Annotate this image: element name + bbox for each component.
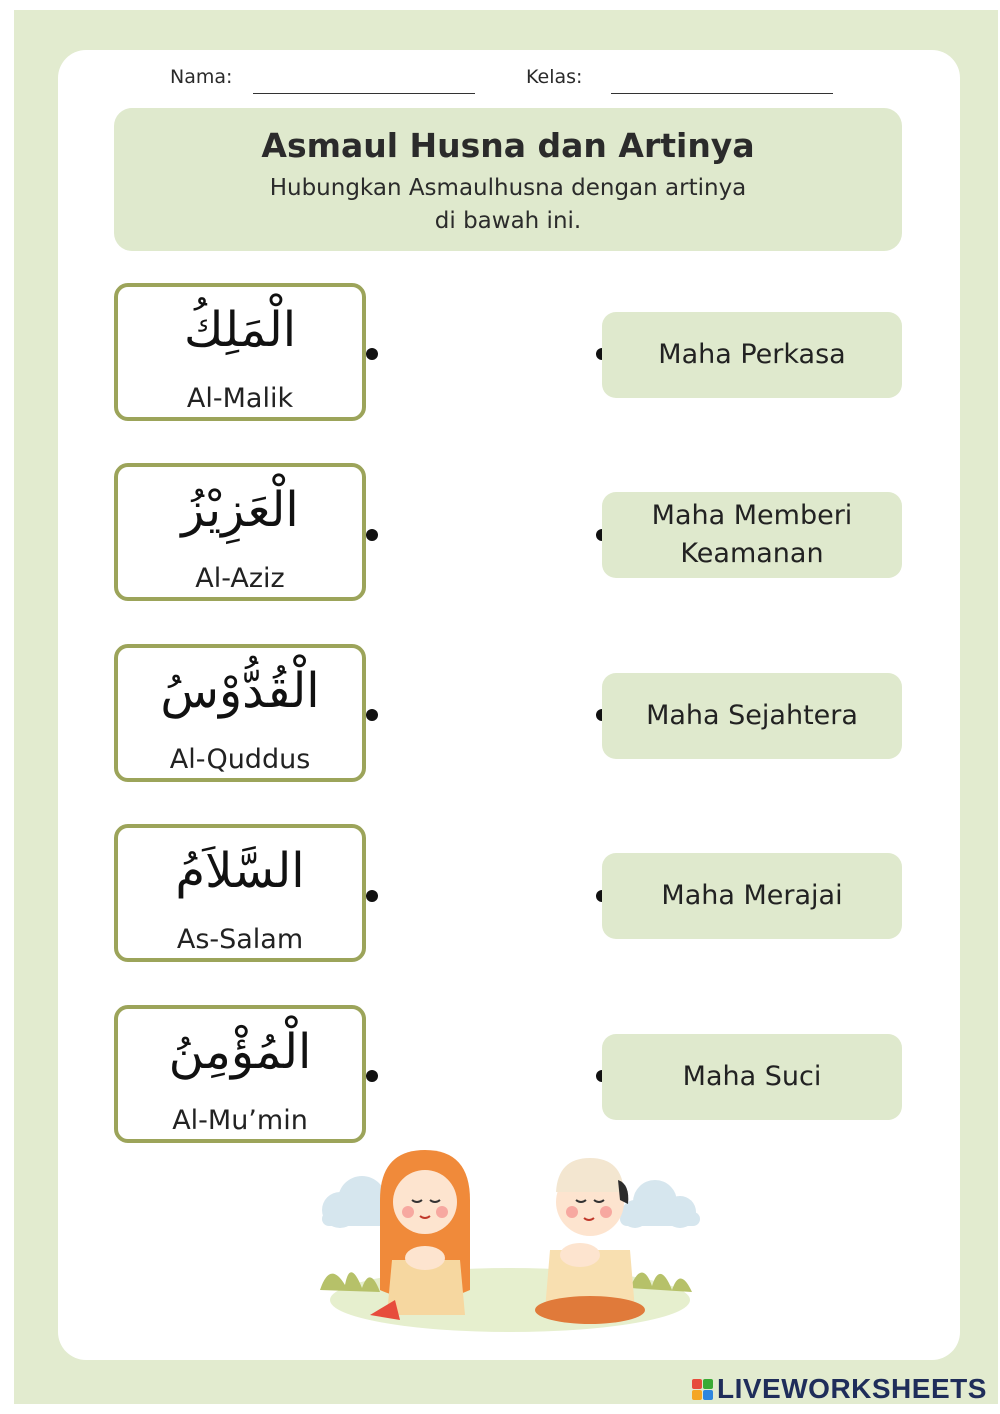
name-card-al-quddus [114,644,366,782]
header-box [114,108,902,251]
left-connector-dot[interactable] [366,890,378,902]
page-title: Asmaul Husna dan Artinya [261,126,755,165]
name-card-al-mumin [114,1005,366,1143]
liveworksheets-logo [692,1374,987,1404]
left-connector-dot[interactable] [366,1070,378,1082]
left-connector-dot[interactable] [366,348,378,360]
liveworksheets-icon [692,1379,713,1400]
logo-square [703,1390,713,1400]
meaning-box: Maha Merajai [602,853,902,939]
latin-name: Al-Quddus [169,744,311,775]
left-connector-dot[interactable] [366,709,378,721]
meaning-box: Maha Perkasa [602,312,902,398]
arabic-text: الْقُدُّوْسُ [160,663,320,719]
instructions: Hubungkan Asmaulhusna dengan artinya di bawah ini. [269,175,747,234]
name-label: Nama: [170,66,233,88]
class-field[interactable] [611,93,833,94]
name-card-al-malik [114,283,366,421]
logo-square [692,1379,702,1389]
name-field[interactable] [253,93,475,94]
arabic-text: الْمَلِكُ [183,302,297,358]
name-card-al-aziz [114,463,366,601]
meaning-box: Maha Memberi Keamanan [602,492,902,578]
class-label: Kelas: [526,66,583,88]
latin-name: Al-Mu’min [172,1105,308,1136]
latin-name: As-Salam [176,924,304,955]
arabic-text: الْعَزِيْزُ [181,482,299,538]
name-card-as-salam [114,824,366,962]
praying-children-illustration [300,1140,720,1340]
logo-square [703,1379,713,1389]
arabic-text: السَّلاَمُ [175,843,305,899]
brand-name: LIVEWORKSHEETS [717,1373,987,1404]
left-connector-dot[interactable] [366,529,378,541]
latin-name: Al-Aziz [195,563,285,594]
latin-name: Al-Malik [186,383,294,414]
meaning-box: Maha Sejahtera [602,673,902,759]
arabic-text: الْمُؤْمِنُ [168,1024,312,1080]
meaning-box: Maha Suci [602,1034,902,1120]
logo-square [692,1390,702,1400]
